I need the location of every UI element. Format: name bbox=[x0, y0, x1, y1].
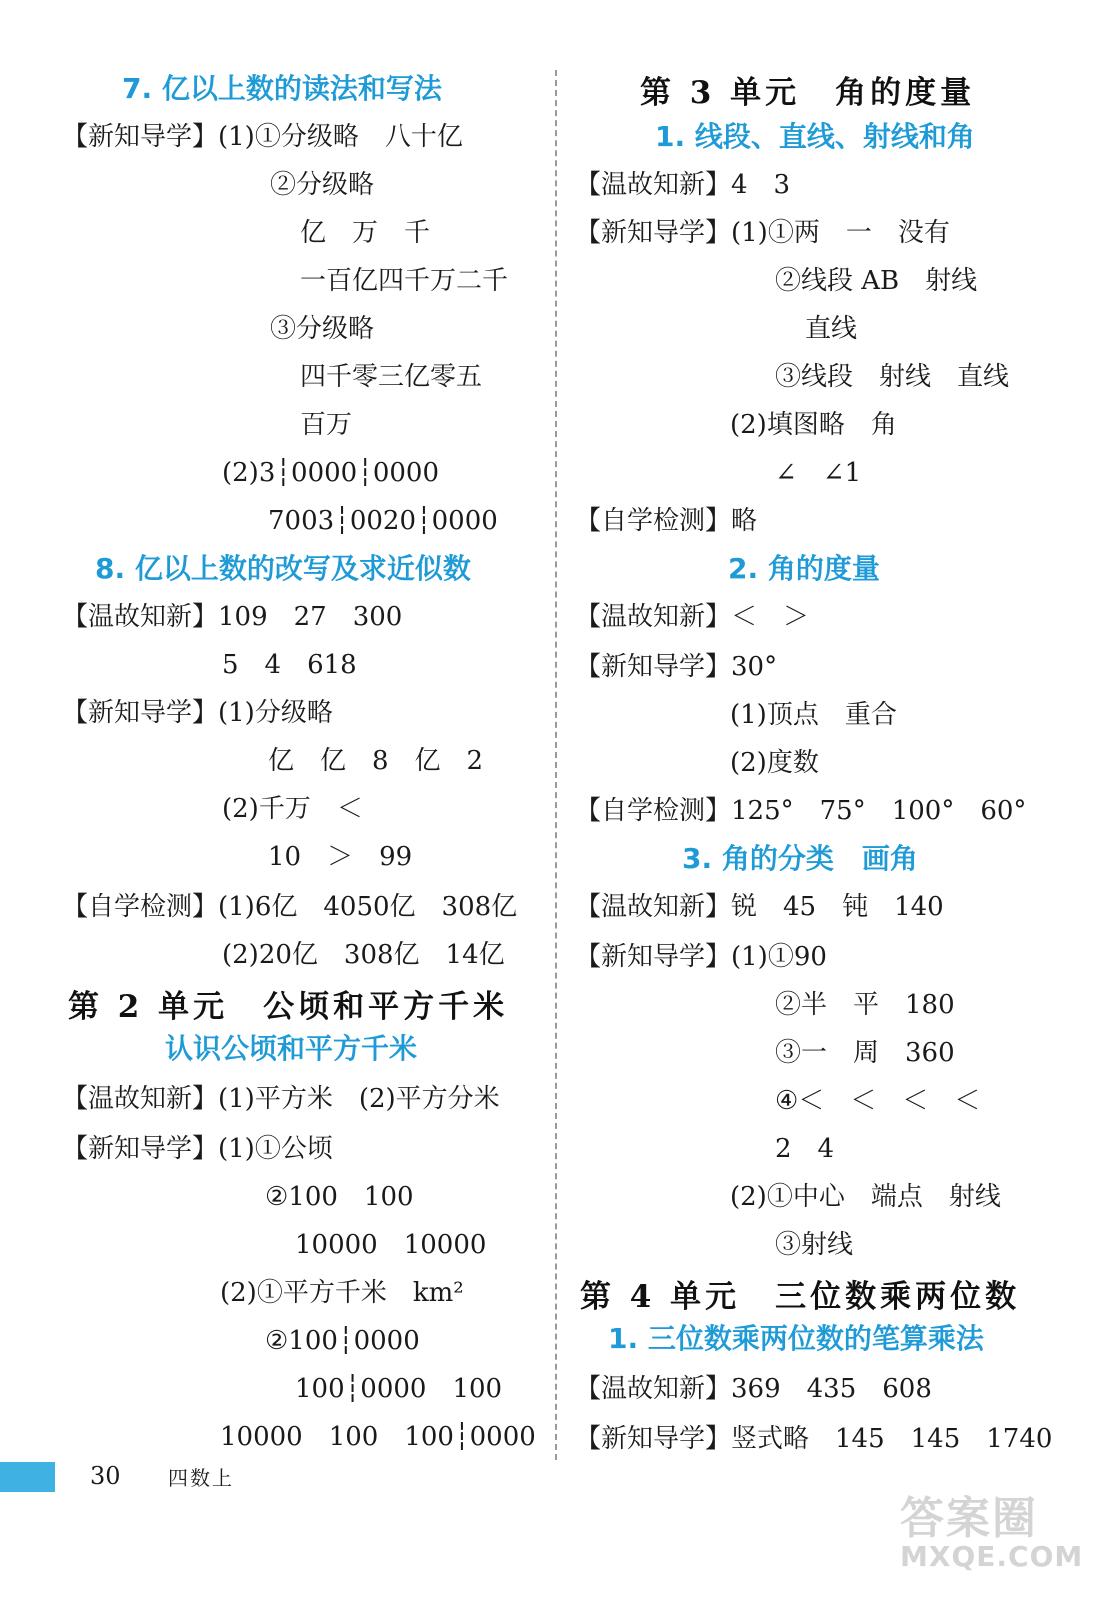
right-line-3: 【温故知新】4 3 bbox=[575, 170, 791, 200]
left-line-4: 亿 万 千 bbox=[300, 218, 431, 248]
left-line-19: (2)20亿 308亿 14亿 bbox=[222, 940, 505, 970]
left-line-14: 【新知导学】(1)分级略 bbox=[62, 698, 333, 728]
right-line-15: (2)度数 bbox=[730, 748, 819, 778]
book-label: 四数上 bbox=[168, 1466, 234, 1490]
left-line-8: 百万 bbox=[300, 410, 353, 440]
right-line-6: 直线 bbox=[805, 314, 858, 344]
unit-2-heading: 第 2 单元 公顷和平方千米 bbox=[68, 989, 509, 1025]
section-title-8: 8. 亿以上数的改写及求近似数 bbox=[95, 552, 471, 585]
left-line-26: (2)①平方千米 km² bbox=[220, 1278, 464, 1308]
unit-4-heading: 第 4 单元 三位数乘两位数 bbox=[580, 1279, 1021, 1315]
right-line-19: 【新知导学】(1)①90 bbox=[575, 942, 827, 972]
section-title-4-1: 1. 三位数乘两位数的笔算乘法 bbox=[608, 1322, 984, 1355]
right-line-23: 2 4 bbox=[775, 1134, 835, 1164]
right-line-4: 【新知导学】(1)①两 一 没有 bbox=[575, 218, 950, 248]
right-line-24: (2)①中心 端点 射线 bbox=[730, 1182, 1001, 1212]
right-line-16: 【自学检测】125° 75° 100° 60° bbox=[575, 796, 1027, 826]
left-line-10: 7003┆0020┆0000 bbox=[268, 506, 498, 536]
section-title-3-2: 2. 角的度量 bbox=[728, 552, 880, 585]
left-line-15: 亿 亿 8 亿 2 bbox=[268, 746, 484, 776]
left-line-2: 【新知导学】(1)①分级略 八十亿 bbox=[62, 122, 463, 152]
right-line-5: ②线段 AB 射线 bbox=[775, 266, 978, 296]
left-line-27: ②100┆0000 bbox=[265, 1326, 420, 1356]
section-title-unit2: 认识公顷和平方千米 bbox=[165, 1032, 418, 1065]
left-line-7: 四千零三亿零五 bbox=[300, 362, 483, 392]
footer-color-tab bbox=[0, 1462, 55, 1492]
right-line-13: 【新知导学】30° bbox=[575, 652, 778, 682]
left-line-9: (2)3┆0000┆0000 bbox=[222, 458, 440, 488]
left-line-3: ②分级略 bbox=[270, 170, 375, 200]
watermark-url: MXQE.COM bbox=[900, 1540, 1084, 1573]
left-line-6: ③分级略 bbox=[270, 314, 375, 344]
column-divider bbox=[555, 70, 557, 1460]
right-line-18: 【温故知新】锐 45 钝 140 bbox=[575, 892, 944, 922]
left-line-18: 【自学检测】(1)6亿 4050亿 308亿 bbox=[62, 892, 518, 922]
right-line-9: ∠ ∠1 bbox=[775, 458, 862, 488]
watermark-logo bbox=[900, 1482, 1083, 1573]
left-line-22: 【温故知新】(1)平方米 (2)平方分米 bbox=[62, 1084, 500, 1114]
right-line-22: ④＜ ＜ ＜ ＜ bbox=[775, 1086, 981, 1116]
section-title-7: 7. 亿以上数的读法和写法 bbox=[122, 72, 442, 105]
left-line-24: ②100 100 bbox=[265, 1182, 414, 1212]
right-line-10: 【自学检测】略 bbox=[575, 506, 758, 536]
right-line-20: ②半 平 180 bbox=[775, 990, 955, 1020]
left-line-5: 一百亿四千万二千 bbox=[300, 266, 509, 296]
watermark-text: 答案圈 bbox=[900, 1493, 1038, 1544]
left-line-12: 【温故知新】109 27 300 bbox=[62, 602, 403, 632]
left-line-25: 10000 10000 bbox=[295, 1230, 487, 1260]
left-line-29: 10000 100 100┆0000 bbox=[220, 1422, 536, 1452]
page-number: 30 bbox=[90, 1462, 121, 1490]
section-title-3-3: 3. 角的分类 画角 bbox=[682, 842, 918, 875]
right-line-14: (1)顶点 重合 bbox=[730, 700, 897, 730]
right-line-28: 【温故知新】369 435 608 bbox=[575, 1374, 932, 1404]
unit-3-heading: 第 3 单元 角的度量 bbox=[640, 75, 976, 111]
left-line-13: 5 4 618 bbox=[222, 650, 357, 680]
right-line-25: ③射线 bbox=[775, 1230, 854, 1260]
right-line-29: 【新知导学】竖式略 145 145 1740 bbox=[575, 1424, 1053, 1454]
section-title-3-1: 1. 线段、直线、射线和角 bbox=[655, 120, 975, 153]
right-line-8: (2)填图略 角 bbox=[730, 410, 897, 440]
right-line-7: ③线段 射线 直线 bbox=[775, 362, 1010, 392]
left-line-28: 100┆0000 100 bbox=[295, 1374, 503, 1404]
right-line-21: ③一 周 360 bbox=[775, 1038, 955, 1068]
left-line-16: (2)千万 ＜ bbox=[222, 794, 363, 824]
left-line-23: 【新知导学】(1)①公顷 bbox=[62, 1134, 333, 1164]
left-line-17: 10 ＞ 99 bbox=[268, 842, 413, 872]
right-line-12: 【温故知新】＜ ＞ bbox=[575, 602, 810, 632]
